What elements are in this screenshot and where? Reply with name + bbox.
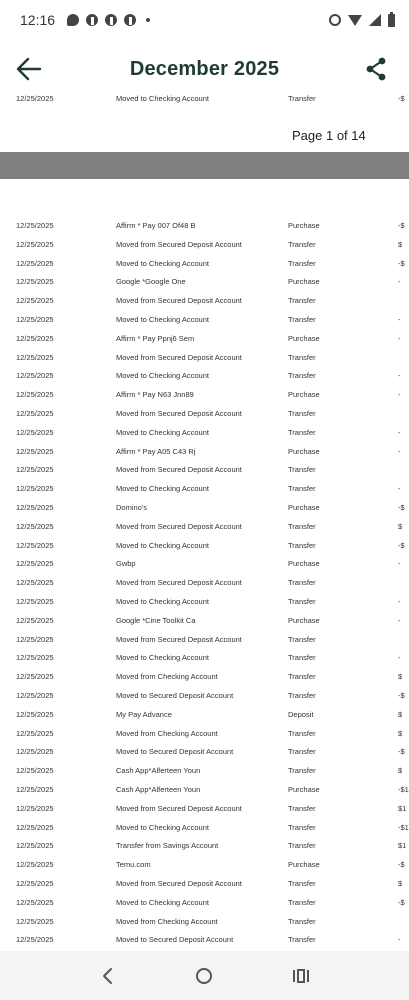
row-date: 12/25/2025 (16, 916, 54, 926)
table-row (0, 216, 409, 235)
row-date: 12/25/2025 (16, 371, 54, 381)
row-date: 12/25/2025 (16, 578, 54, 588)
row-amount: - (398, 277, 401, 287)
row-amount: - (398, 484, 401, 494)
row-amount: -$ (398, 897, 405, 907)
row-description: Moved to Checking Account (116, 371, 209, 381)
table-row (0, 855, 409, 874)
row-description: Moved to Checking Account (116, 822, 209, 832)
share-button[interactable] (363, 56, 389, 82)
table-row (0, 930, 409, 949)
nav-back-button[interactable] (96, 964, 120, 988)
row-date: 12/25/2025 (16, 615, 54, 625)
row-type: Transfer (288, 315, 316, 324)
table-row (0, 705, 409, 724)
row-type: Purchase (288, 503, 320, 512)
row-type: Purchase (288, 559, 320, 569)
table-row (0, 554, 409, 573)
table-row (0, 498, 409, 517)
table-row (0, 874, 409, 893)
row-type: Transfer (288, 766, 316, 776)
row-date: 12/25/2025 (16, 540, 54, 550)
nav-recents-icon (291, 967, 311, 985)
row-amount: -$ (398, 747, 405, 757)
row-description: Moved to Checking Account (116, 258, 209, 268)
row-description: Gwbp (116, 559, 136, 569)
page-number: Page 1 of 14 (292, 128, 366, 143)
row-amount: - (398, 333, 401, 343)
row-type: Transfer (288, 634, 316, 644)
table-row (0, 517, 409, 536)
row-type: Transfer (288, 258, 316, 268)
row-date: 12/25/2025 (16, 897, 54, 907)
table-row (0, 423, 409, 442)
row-description: Google *Cine Toolkit Ca (116, 615, 196, 625)
row-date: 12/25/2025 (16, 427, 54, 437)
row-type: Transfer (288, 728, 316, 738)
table-row (0, 385, 409, 404)
table-row (0, 404, 409, 423)
facebook-icon (105, 14, 117, 26)
alarm-icon (329, 14, 341, 26)
row-date: 12/25/2025 (16, 860, 54, 870)
row-type: Transfer (288, 841, 316, 851)
table-row (0, 573, 409, 592)
table-row (0, 272, 409, 291)
row-date: 12/25/2025 (16, 409, 54, 418)
row-type: Purchase (288, 785, 320, 794)
row-date: 12/25/2025 (16, 315, 54, 324)
page-title: December 2025 (129, 57, 280, 80)
row-date: 12/25/2025 (16, 239, 54, 249)
row-date: 12/25/2025 (16, 484, 54, 494)
battery-icon (388, 14, 395, 27)
row-type: Purchase (288, 390, 320, 400)
row-date: 12/25/2025 (16, 258, 54, 268)
table-row (0, 780, 409, 799)
table-row (0, 818, 409, 837)
row-amount: - (398, 427, 401, 437)
row-amount: - (398, 390, 401, 400)
row-description: Affirm * Pay A05 C43 Rj (116, 446, 196, 456)
signal-icon (369, 14, 381, 26)
table-row (0, 761, 409, 780)
row-amount: -$ (398, 540, 405, 550)
row-description: Moved from Secured Deposit Account (116, 239, 242, 249)
row-type: Transfer (288, 672, 316, 682)
status-bar (0, 0, 409, 40)
facebook-icon (124, 14, 136, 26)
row-description: Affirm * Pay Ppnj6 Sem (116, 333, 195, 343)
nav-back-icon (101, 967, 115, 985)
row-type: Transfer (288, 897, 316, 907)
row-amount: -$ (398, 258, 405, 268)
row-type: Purchase (288, 446, 320, 456)
row-date: 12/25/2025 (16, 879, 54, 888)
row-type: Transfer (288, 597, 316, 606)
row-type: Purchase (288, 277, 320, 287)
row-description: Moved from Secured Deposit Account (116, 409, 242, 418)
row-type: Transfer (288, 465, 316, 475)
row-amount: - (398, 371, 401, 381)
row-description: Moved from Secured Deposit Account (116, 296, 242, 306)
row-date: 12/25/2025 (16, 634, 54, 644)
table-row (0, 724, 409, 743)
chat-icon (67, 14, 79, 26)
row-date: 12/25/2025 (16, 465, 54, 475)
row-description: Moved from Secured Deposit Account (116, 803, 242, 813)
row-amount: $ (398, 879, 403, 888)
row-type: Transfer (288, 371, 316, 381)
table-row (0, 291, 409, 310)
row-date: 12/25/2025 (16, 935, 54, 945)
row-description: Temu.com (116, 860, 151, 870)
row-amount: -$ (398, 221, 405, 230)
row-description: Moved to Secured Deposit Account (116, 691, 234, 700)
row-description: Moved from Secured Deposit Account (116, 521, 242, 531)
row-type: Transfer (288, 691, 316, 700)
table-row (0, 310, 409, 329)
row-description: Moved to Checking Account (116, 897, 209, 907)
row-description: Moved from Secured Deposit Account (116, 578, 242, 588)
row-type: Transfer (288, 578, 316, 588)
row-date: 12/25/2025 (16, 333, 54, 343)
row-description: Moved from Secured Deposit Account (116, 352, 242, 362)
row-amount: -$1 (398, 785, 409, 794)
row-date: 12/25/2025 (16, 785, 54, 794)
row-amount: -$1 (398, 822, 409, 832)
row-amount: - (398, 615, 401, 625)
table-row (0, 479, 409, 498)
row-description: Moved to Checking Account (116, 653, 209, 663)
row-type: Transfer (288, 94, 316, 103)
table-row (0, 254, 409, 273)
back-button[interactable] (14, 54, 44, 84)
table-row (0, 366, 409, 385)
row-type: Transfer (288, 239, 316, 249)
table-row (0, 799, 409, 818)
row-amount: -$ (398, 94, 405, 103)
row-amount: - (398, 935, 401, 945)
row-description: Moved from Secured Deposit Account (116, 879, 242, 888)
row-date: 12/25/2025 (16, 559, 54, 569)
facebook-icon (86, 14, 98, 26)
row-description: Cash App*Alferteen Youn (116, 766, 201, 776)
table-row (0, 648, 409, 667)
row-description: Affirm * Pay 007 Of48 B (116, 221, 196, 230)
row-description: Affirm * Pay N63 Jnn89 (116, 390, 194, 400)
row-type: Deposit (288, 709, 314, 719)
row-amount: $ (398, 766, 403, 776)
row-amount: $1 (398, 841, 407, 851)
nav-home-icon (194, 966, 214, 986)
row-date: 12/25/2025 (16, 94, 54, 103)
row-date: 12/25/2025 (16, 653, 54, 663)
row-type: Transfer (288, 653, 316, 663)
row-description: Moved to Checking Account (116, 315, 209, 324)
row-date: 12/25/2025 (16, 672, 54, 682)
row-amount: $ (398, 521, 403, 531)
table-row (0, 686, 409, 705)
row-date: 12/25/2025 (16, 597, 54, 606)
row-description: Moved from Secured Deposit Account (116, 465, 242, 475)
status-time: 12:16 (20, 12, 56, 28)
row-description: Moved to Checking Account (116, 540, 209, 550)
table-row (0, 611, 409, 630)
table-row (0, 592, 409, 611)
row-type: Transfer (288, 935, 316, 945)
row-description: Google *Google One (116, 277, 186, 287)
row-amount: - (398, 446, 401, 456)
table-row (0, 893, 409, 912)
row-date: 12/25/2025 (16, 728, 54, 738)
row-date: 12/25/2025 (16, 503, 54, 512)
row-date: 12/25/2025 (16, 691, 54, 700)
row-type: Purchase (288, 860, 320, 870)
row-date: 12/25/2025 (16, 521, 54, 531)
row-type: Purchase (288, 615, 320, 625)
table-row (0, 536, 409, 555)
row-type: Transfer (288, 540, 316, 550)
row-date: 12/25/2025 (16, 390, 54, 400)
row-type: Transfer (288, 484, 316, 494)
row-date: 12/25/2025 (16, 446, 54, 456)
row-type: Transfer (288, 296, 316, 306)
row-type: Transfer (288, 352, 316, 362)
row-description: Transfer from Savings Account (116, 841, 219, 851)
row-date: 12/25/2025 (16, 352, 54, 362)
row-description: Moved to Checking Account (116, 484, 209, 494)
table-row (0, 742, 409, 761)
row-amount: -$ (398, 503, 405, 512)
table-row (0, 348, 409, 367)
row-description: Moved from Checking Account (116, 672, 218, 682)
row-amount: $ (398, 239, 403, 249)
row-description: My Pay Advance (116, 709, 172, 719)
row-type: Transfer (288, 409, 316, 418)
page-divider (0, 152, 409, 179)
statement-document[interactable] (0, 89, 409, 951)
row-type: Transfer (288, 747, 316, 757)
row-date: 12/25/2025 (16, 277, 54, 287)
row-date: 12/25/2025 (16, 766, 54, 776)
row-description: Moved to Secured Deposit Account (116, 747, 234, 757)
row-amount: -$ (398, 860, 405, 870)
system-icons (329, 14, 395, 27)
row-description: Moved to Checking Account (116, 597, 209, 606)
row-amount: $ (398, 728, 403, 738)
row-date: 12/25/2025 (16, 709, 54, 719)
row-amount: - (398, 597, 401, 606)
row-type: Transfer (288, 521, 316, 531)
table-row (0, 460, 409, 479)
row-description: Moved from Secured Deposit Account (116, 634, 242, 644)
wifi-icon (348, 15, 362, 26)
row-date: 12/25/2025 (16, 296, 54, 306)
row-amount: - (398, 559, 401, 569)
row-description: Moved to Checking Account (116, 427, 209, 437)
nav-recents-button[interactable] (289, 964, 313, 988)
row-description: Moved from Checking Account (116, 916, 218, 926)
row-amount: $ (398, 709, 403, 719)
more-dot-icon (146, 18, 150, 22)
row-type: Purchase (288, 333, 320, 343)
table-row (0, 836, 409, 855)
row-date: 12/25/2025 (16, 841, 54, 851)
back-arrow-icon (14, 54, 44, 84)
row-type: Transfer (288, 879, 316, 888)
row-type: Purchase (288, 221, 320, 230)
row-amount: - (398, 653, 401, 663)
row-type: Transfer (288, 916, 316, 926)
row-description: Moved to Secured Deposit Account (116, 935, 234, 945)
table-row (0, 630, 409, 649)
row-date: 12/25/2025 (16, 803, 54, 813)
row-description: Moved from Checking Account (116, 728, 218, 738)
table-row (0, 667, 409, 686)
row-type: Transfer (288, 803, 316, 813)
row-type: Transfer (288, 822, 316, 832)
row-type: Transfer (288, 427, 316, 437)
table-row (0, 329, 409, 348)
row-date: 12/25/2025 (16, 221, 54, 230)
row-description: Domino's (116, 503, 148, 512)
row-date: 12/25/2025 (16, 822, 54, 832)
row-amount: $ (398, 672, 403, 682)
table-row (0, 442, 409, 461)
row-amount: - (398, 315, 401, 324)
notification-icons (67, 14, 150, 26)
nav-home-button[interactable] (192, 964, 216, 988)
row-amount: -$ (398, 691, 405, 700)
row-date: 12/25/2025 (16, 747, 54, 757)
share-icon (363, 56, 389, 82)
row-description: Cash App*Alferteen Youn (116, 785, 201, 794)
navigation-bar (0, 951, 409, 1000)
table-row (0, 235, 409, 254)
row-description: Moved to Checking Account (116, 94, 209, 103)
table-row (0, 912, 409, 931)
table-row (0, 89, 409, 108)
row-amount: $1 (398, 803, 407, 813)
